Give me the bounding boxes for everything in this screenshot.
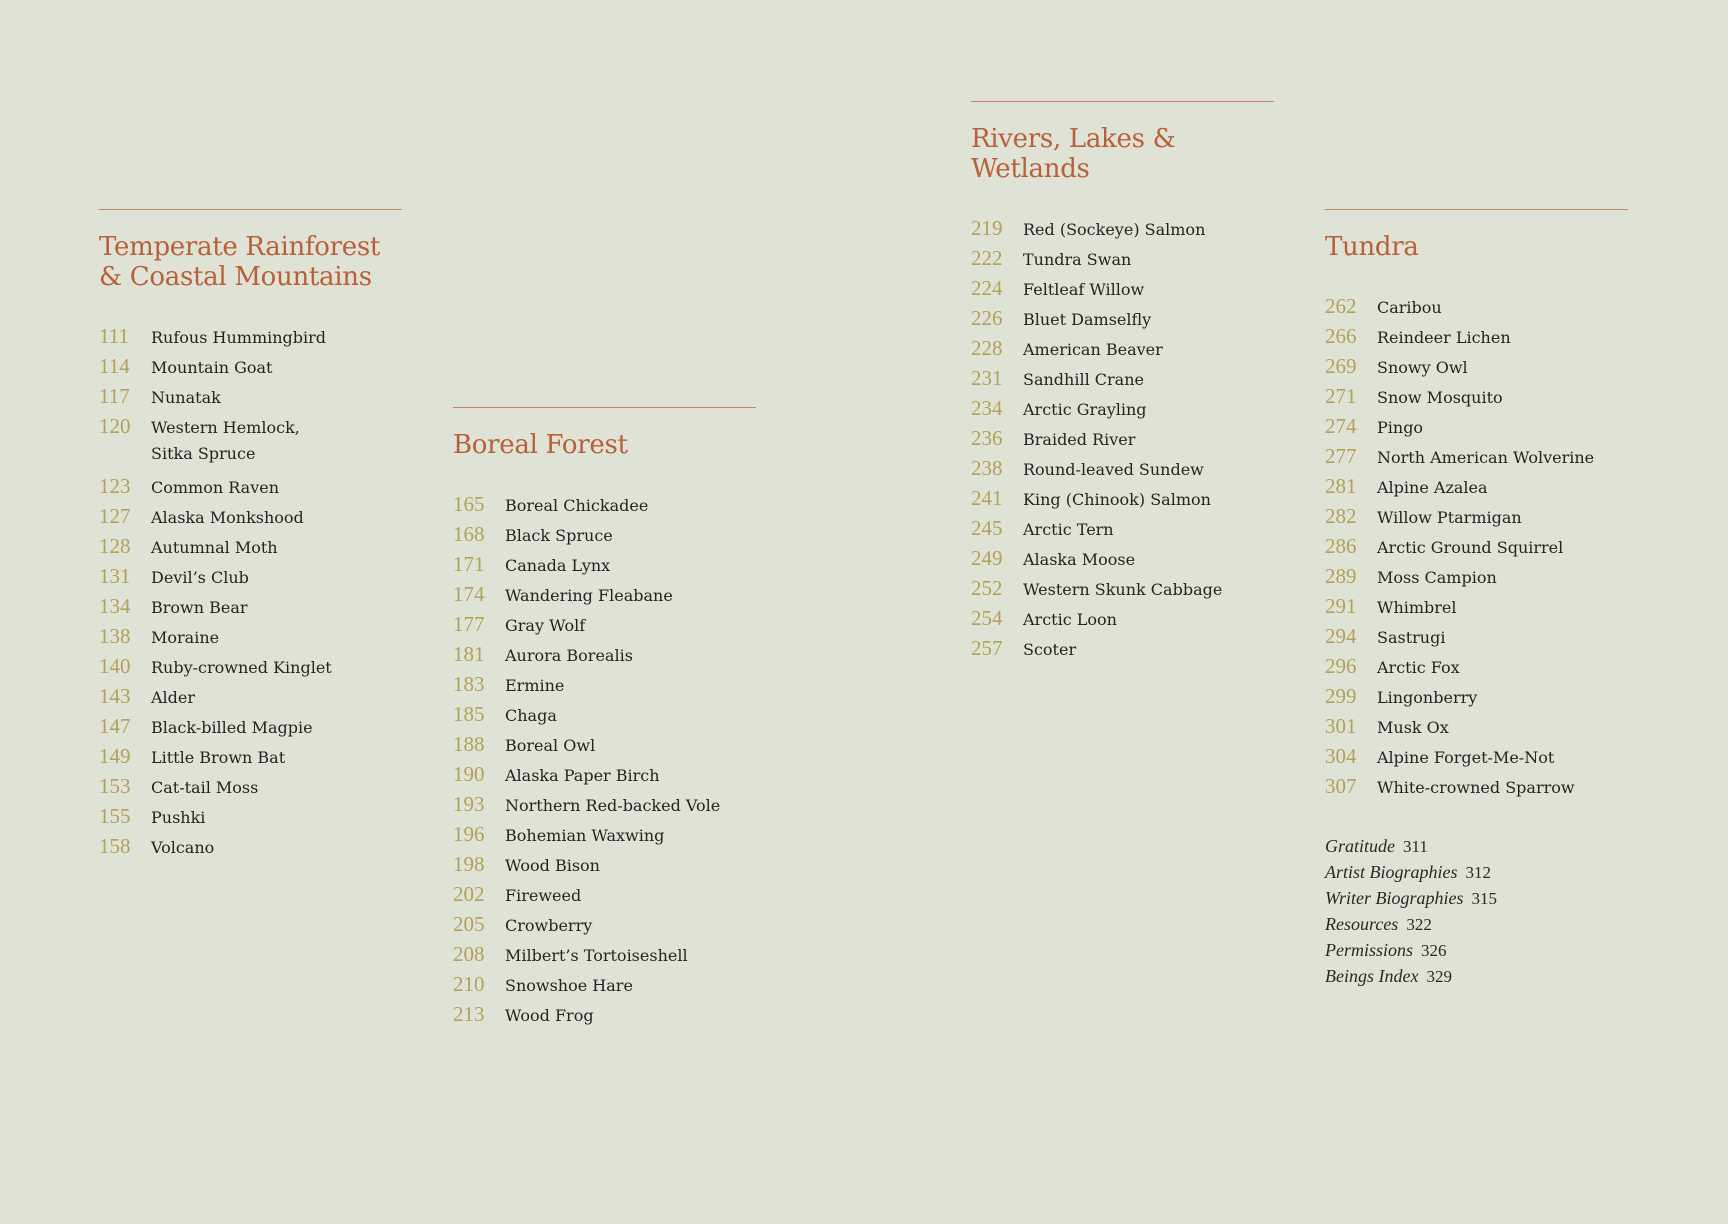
toc-entry <box>971 216 1274 246</box>
section-rule <box>453 407 756 408</box>
page-number: 277 <box>1325 444 1357 468</box>
toc-entry <box>1325 714 1628 744</box>
entry-name: Brown Bear <box>151 598 248 617</box>
page-number: 257 <box>971 636 1003 660</box>
page-number: 128 <box>99 534 131 558</box>
page-number: 171 <box>453 552 485 576</box>
page-number: 254 <box>971 606 1003 630</box>
toc-entry <box>1325 774 1628 804</box>
toc-entry <box>99 324 402 354</box>
entry-name: Wood Bison <box>505 856 600 875</box>
entry-name: Alaska Monkshood <box>151 508 304 527</box>
entry-name: Little Brown Bat <box>151 748 286 767</box>
entry-name: Black-billed Magpie <box>151 718 313 737</box>
page-number: 196 <box>453 822 485 846</box>
toc-entry <box>99 354 402 384</box>
toc-entry <box>971 426 1274 456</box>
page-number: 123 <box>99 474 131 498</box>
toc-entry <box>1325 564 1628 594</box>
entry-name: Ruby-crowned Kinglet <box>151 658 332 677</box>
toc-entry <box>971 366 1274 396</box>
page-number: 304 <box>1325 744 1357 768</box>
section-rule <box>99 209 402 210</box>
back-matter-item <box>1325 888 1628 914</box>
entry-name: Caribou <box>1377 298 1442 317</box>
entry-name: Alpine Forget-Me-Not <box>1377 748 1555 767</box>
entry-name: Arctic Tern <box>1023 520 1114 539</box>
page-number: 210 <box>453 972 485 996</box>
page-number: 202 <box>453 882 485 906</box>
page-number: 245 <box>971 516 1003 540</box>
toc-entry <box>1325 474 1628 504</box>
entry-name: Sandhill Crane <box>1023 370 1144 389</box>
entry-name: King (Chinook) Salmon <box>1023 490 1211 509</box>
entry-name: Wandering Fleabane <box>505 586 673 605</box>
toc-entry <box>1325 444 1628 474</box>
page-number: 177 <box>453 612 485 636</box>
toc-entry <box>971 636 1274 666</box>
toc-entries <box>453 492 756 1032</box>
entry-name: Moraine <box>151 628 220 647</box>
page-number: 294 <box>1325 624 1357 648</box>
back-matter-label: Beings Index <box>1325 966 1419 986</box>
entry-name: Common Raven <box>151 478 280 497</box>
entry-name: Moss Campion <box>1377 568 1497 587</box>
entry-name: Willow Ptarmigan <box>1377 508 1522 527</box>
toc-entry <box>1325 654 1628 684</box>
page-number: 262 <box>1325 294 1357 318</box>
toc-entry <box>453 942 756 972</box>
entry-name: Crowberry <box>505 916 593 935</box>
toc-entry <box>971 546 1274 576</box>
toc-entry <box>99 384 402 414</box>
toc-entry <box>1325 744 1628 774</box>
page-number: 188 <box>453 732 485 756</box>
entry-name: Western Hemlock, <box>151 418 300 437</box>
section-tundra <box>1325 209 1628 992</box>
section-title: Rivers, Lakes & Wetlands <box>971 124 1176 184</box>
back-matter-item <box>1325 940 1628 966</box>
entry-name: Canada Lynx <box>505 556 611 575</box>
entry-name: Arctic Loon <box>1023 610 1117 629</box>
entry-name: American Beaver <box>1023 340 1163 359</box>
toc-entry <box>971 456 1274 486</box>
page-number: 140 <box>99 654 131 678</box>
entry-name: Mountain Goat <box>151 358 273 377</box>
back-matter-page: 311 <box>1403 837 1428 856</box>
toc-entry <box>453 672 756 702</box>
entry-name: Sitka Spruce <box>151 444 256 463</box>
entry-name: Boreal Chickadee <box>505 496 649 515</box>
toc-entry <box>453 972 756 1002</box>
entry-name: Pingo <box>1377 418 1424 437</box>
entry-name: Round-leaved Sundew <box>1023 460 1204 479</box>
toc-entry <box>453 642 756 672</box>
back-matter-item <box>1325 836 1628 862</box>
page-number: 234 <box>971 396 1003 420</box>
entry-name: Bluet Damselfly <box>1023 310 1152 329</box>
toc-entry <box>99 714 402 744</box>
entry-name: Western Skunk Cabbage <box>1023 580 1223 599</box>
page-number: 111 <box>99 324 129 348</box>
page-number: 193 <box>453 792 485 816</box>
entry-name: Aurora Borealis <box>505 646 633 665</box>
toc-entry <box>99 744 402 774</box>
toc-entry <box>453 852 756 882</box>
toc-entry <box>453 582 756 612</box>
toc-entry <box>453 882 756 912</box>
back-matter-page: 322 <box>1406 915 1432 934</box>
page-number: 198 <box>453 852 485 876</box>
entry-name: Red (Sockeye) Salmon <box>1023 220 1206 239</box>
entry-name: Alpine Azalea <box>1377 478 1488 497</box>
toc-entry <box>99 474 402 504</box>
section-title: Boreal Forest <box>453 430 628 460</box>
toc-entry <box>1325 414 1628 444</box>
page-number: 291 <box>1325 594 1357 618</box>
toc-entry <box>1325 504 1628 534</box>
entry-name: Scoter <box>1023 640 1077 659</box>
page-number: 249 <box>971 546 1003 570</box>
page-number: 138 <box>99 624 131 648</box>
section-rule <box>971 101 1274 102</box>
toc-entry <box>1325 324 1628 354</box>
entry-name: Nunatak <box>151 388 221 407</box>
toc-entry <box>99 684 402 714</box>
section-rule <box>1325 209 1628 210</box>
back-matter-item <box>1325 862 1628 888</box>
page-number: 165 <box>453 492 485 516</box>
page-number: 281 <box>1325 474 1357 498</box>
page-number: 289 <box>1325 564 1357 588</box>
back-matter-page: 312 <box>1465 863 1492 882</box>
entry-name: Chaga <box>505 706 557 725</box>
toc-entry <box>453 522 756 552</box>
toc-entry <box>99 534 402 564</box>
toc-entry <box>453 732 756 762</box>
back-matter-page: 329 <box>1426 967 1452 986</box>
toc-entry <box>971 516 1274 546</box>
page-number: 143 <box>99 684 131 708</box>
page-number: 231 <box>971 366 1003 390</box>
page-number: 307 <box>1325 774 1357 798</box>
entry-name: Sastrugi <box>1377 628 1446 647</box>
toc-entry <box>971 606 1274 636</box>
page-number: 274 <box>1325 414 1357 438</box>
toc-entries <box>971 216 1274 666</box>
back-matter-page: 315 <box>1471 889 1497 908</box>
toc-entry <box>1325 294 1628 324</box>
toc-entry <box>99 444 402 474</box>
entry-name: Arctic Grayling <box>1023 400 1147 419</box>
page-number: 252 <box>971 576 1003 600</box>
entry-name: Alaska Paper Birch <box>505 766 660 785</box>
back-matter-label: Writer Biographies <box>1325 888 1464 908</box>
toc-entry <box>453 762 756 792</box>
entry-name: Autumnal Moth <box>151 538 278 557</box>
section-rivers-lakes-wetlands <box>971 101 1274 666</box>
back-matter-label: Artist Biographies <box>1325 862 1458 882</box>
entry-name: Wood Frog <box>505 1006 594 1025</box>
entry-name: Whimbrel <box>1377 598 1457 617</box>
entry-name: Devil’s Club <box>151 568 249 587</box>
page-number: 224 <box>971 276 1003 300</box>
page-number: 222 <box>971 246 1003 270</box>
page-number: 301 <box>1325 714 1357 738</box>
page-number: 219 <box>971 216 1003 240</box>
toc-entry <box>1325 534 1628 564</box>
section-temperate-rainforest <box>99 209 402 864</box>
toc-entry <box>971 306 1274 336</box>
page-number: 238 <box>971 456 1003 480</box>
entry-name: Snowy Owl <box>1377 358 1468 377</box>
page-number: 114 <box>99 354 130 378</box>
entry-name: Snowshoe Hare <box>505 976 633 995</box>
back-matter-item <box>1325 966 1628 992</box>
toc-entry <box>1325 594 1628 624</box>
toc-entry <box>971 576 1274 606</box>
page-number: 213 <box>453 1002 485 1026</box>
page-number: 185 <box>453 702 485 726</box>
back-matter-label: Permissions <box>1325 940 1414 960</box>
toc-entry <box>99 564 402 594</box>
entry-name: Black Spruce <box>505 526 613 545</box>
toc-entry <box>1325 354 1628 384</box>
toc-entries <box>99 324 402 864</box>
entry-name: Alaska Moose <box>1023 550 1136 569</box>
toc-entry <box>453 912 756 942</box>
toc-entry <box>453 552 756 582</box>
toc-entry <box>453 1002 756 1032</box>
toc-entry <box>99 804 402 834</box>
page-number: 282 <box>1325 504 1357 528</box>
toc-entry <box>1325 624 1628 654</box>
page-number: 181 <box>453 642 485 666</box>
entry-name: North American Wolverine <box>1377 448 1595 467</box>
entry-name: Braided River <box>1023 430 1136 449</box>
page-number: 153 <box>99 774 131 798</box>
entry-name: Arctic Ground Squirrel <box>1377 538 1564 557</box>
page-number: 228 <box>971 336 1003 360</box>
entry-name: Snow Mosquito <box>1377 388 1503 407</box>
entry-name: Cat-tail Moss <box>151 778 259 797</box>
back-matter-list <box>1325 836 1628 992</box>
page-number: 190 <box>453 762 485 786</box>
entry-name: Milbert’s Tortoiseshell <box>505 946 688 965</box>
entry-name: Northern Red-backed Vole <box>505 796 721 815</box>
page-number: 158 <box>99 834 131 858</box>
page-number: 149 <box>99 744 131 768</box>
page-number: 241 <box>971 486 1003 510</box>
toc-entry <box>453 822 756 852</box>
page-number: 174 <box>453 582 485 606</box>
toc-entry <box>99 774 402 804</box>
back-matter-label: Resources <box>1325 914 1399 934</box>
page-number: 299 <box>1325 684 1357 708</box>
section-title: Temperate Rainforest & Coastal Mountains <box>99 232 381 292</box>
section-boreal-forest <box>453 407 756 1032</box>
page-number: 147 <box>99 714 131 738</box>
toc-entries <box>1325 294 1628 804</box>
toc-entry <box>971 276 1274 306</box>
page-number: 205 <box>453 912 485 936</box>
toc-entry <box>971 486 1274 516</box>
page-number: 155 <box>99 804 131 828</box>
page-number: 269 <box>1325 354 1357 378</box>
page-number: 127 <box>99 504 131 528</box>
entry-name: Gray Wolf <box>505 616 586 635</box>
page-number: 131 <box>99 564 131 588</box>
back-matter-page: 326 <box>1421 941 1447 960</box>
page-number: 117 <box>99 384 130 408</box>
page-number: 134 <box>99 594 131 618</box>
toc-entry <box>1325 384 1628 414</box>
entry-name: Rufous Hummingbird <box>151 328 327 347</box>
page-number: 226 <box>971 306 1003 330</box>
toc-entry <box>99 624 402 654</box>
page-number: 271 <box>1325 384 1357 408</box>
toc-entry <box>99 654 402 684</box>
back-matter-label: Gratitude <box>1325 836 1395 856</box>
toc-entry <box>453 612 756 642</box>
entry-name: Pushki <box>151 808 206 827</box>
toc-entry <box>1325 684 1628 714</box>
back-matter-item <box>1325 914 1628 940</box>
toc-entry <box>99 504 402 534</box>
toc-entry <box>971 336 1274 366</box>
page-number: 296 <box>1325 654 1357 678</box>
toc-entry <box>99 834 402 864</box>
toc-entry <box>453 492 756 522</box>
entry-name: Bohemian Waxwing <box>505 826 665 845</box>
entry-name: Boreal Owl <box>505 736 596 755</box>
entry-name: Feltleaf Willow <box>1023 280 1145 299</box>
entry-name: Ermine <box>505 676 565 695</box>
entry-name: Musk Ox <box>1377 718 1449 737</box>
toc-entry <box>971 396 1274 426</box>
entry-name: Lingonberry <box>1377 688 1478 707</box>
page-number: 168 <box>453 522 485 546</box>
section-title: Tundra <box>1325 232 1419 262</box>
toc-entry <box>971 246 1274 276</box>
entry-name: White-crowned Sparrow <box>1377 778 1575 797</box>
toc-entry <box>99 414 402 444</box>
entry-name: Fireweed <box>505 886 582 905</box>
page-number: 286 <box>1325 534 1357 558</box>
page-number: 183 <box>453 672 485 696</box>
page-number: 266 <box>1325 324 1357 348</box>
entry-name: Alder <box>151 688 196 707</box>
page-number: 236 <box>971 426 1003 450</box>
entry-name: Reindeer Lichen <box>1377 328 1511 347</box>
toc-entry <box>453 702 756 732</box>
entry-name: Tundra Swan <box>1023 250 1132 269</box>
page-number: 208 <box>453 942 485 966</box>
toc-entry <box>99 594 402 624</box>
toc-entry <box>453 792 756 822</box>
entry-name: Arctic Fox <box>1377 658 1460 677</box>
entry-name: Volcano <box>151 838 215 857</box>
page-number: 120 <box>99 414 131 438</box>
